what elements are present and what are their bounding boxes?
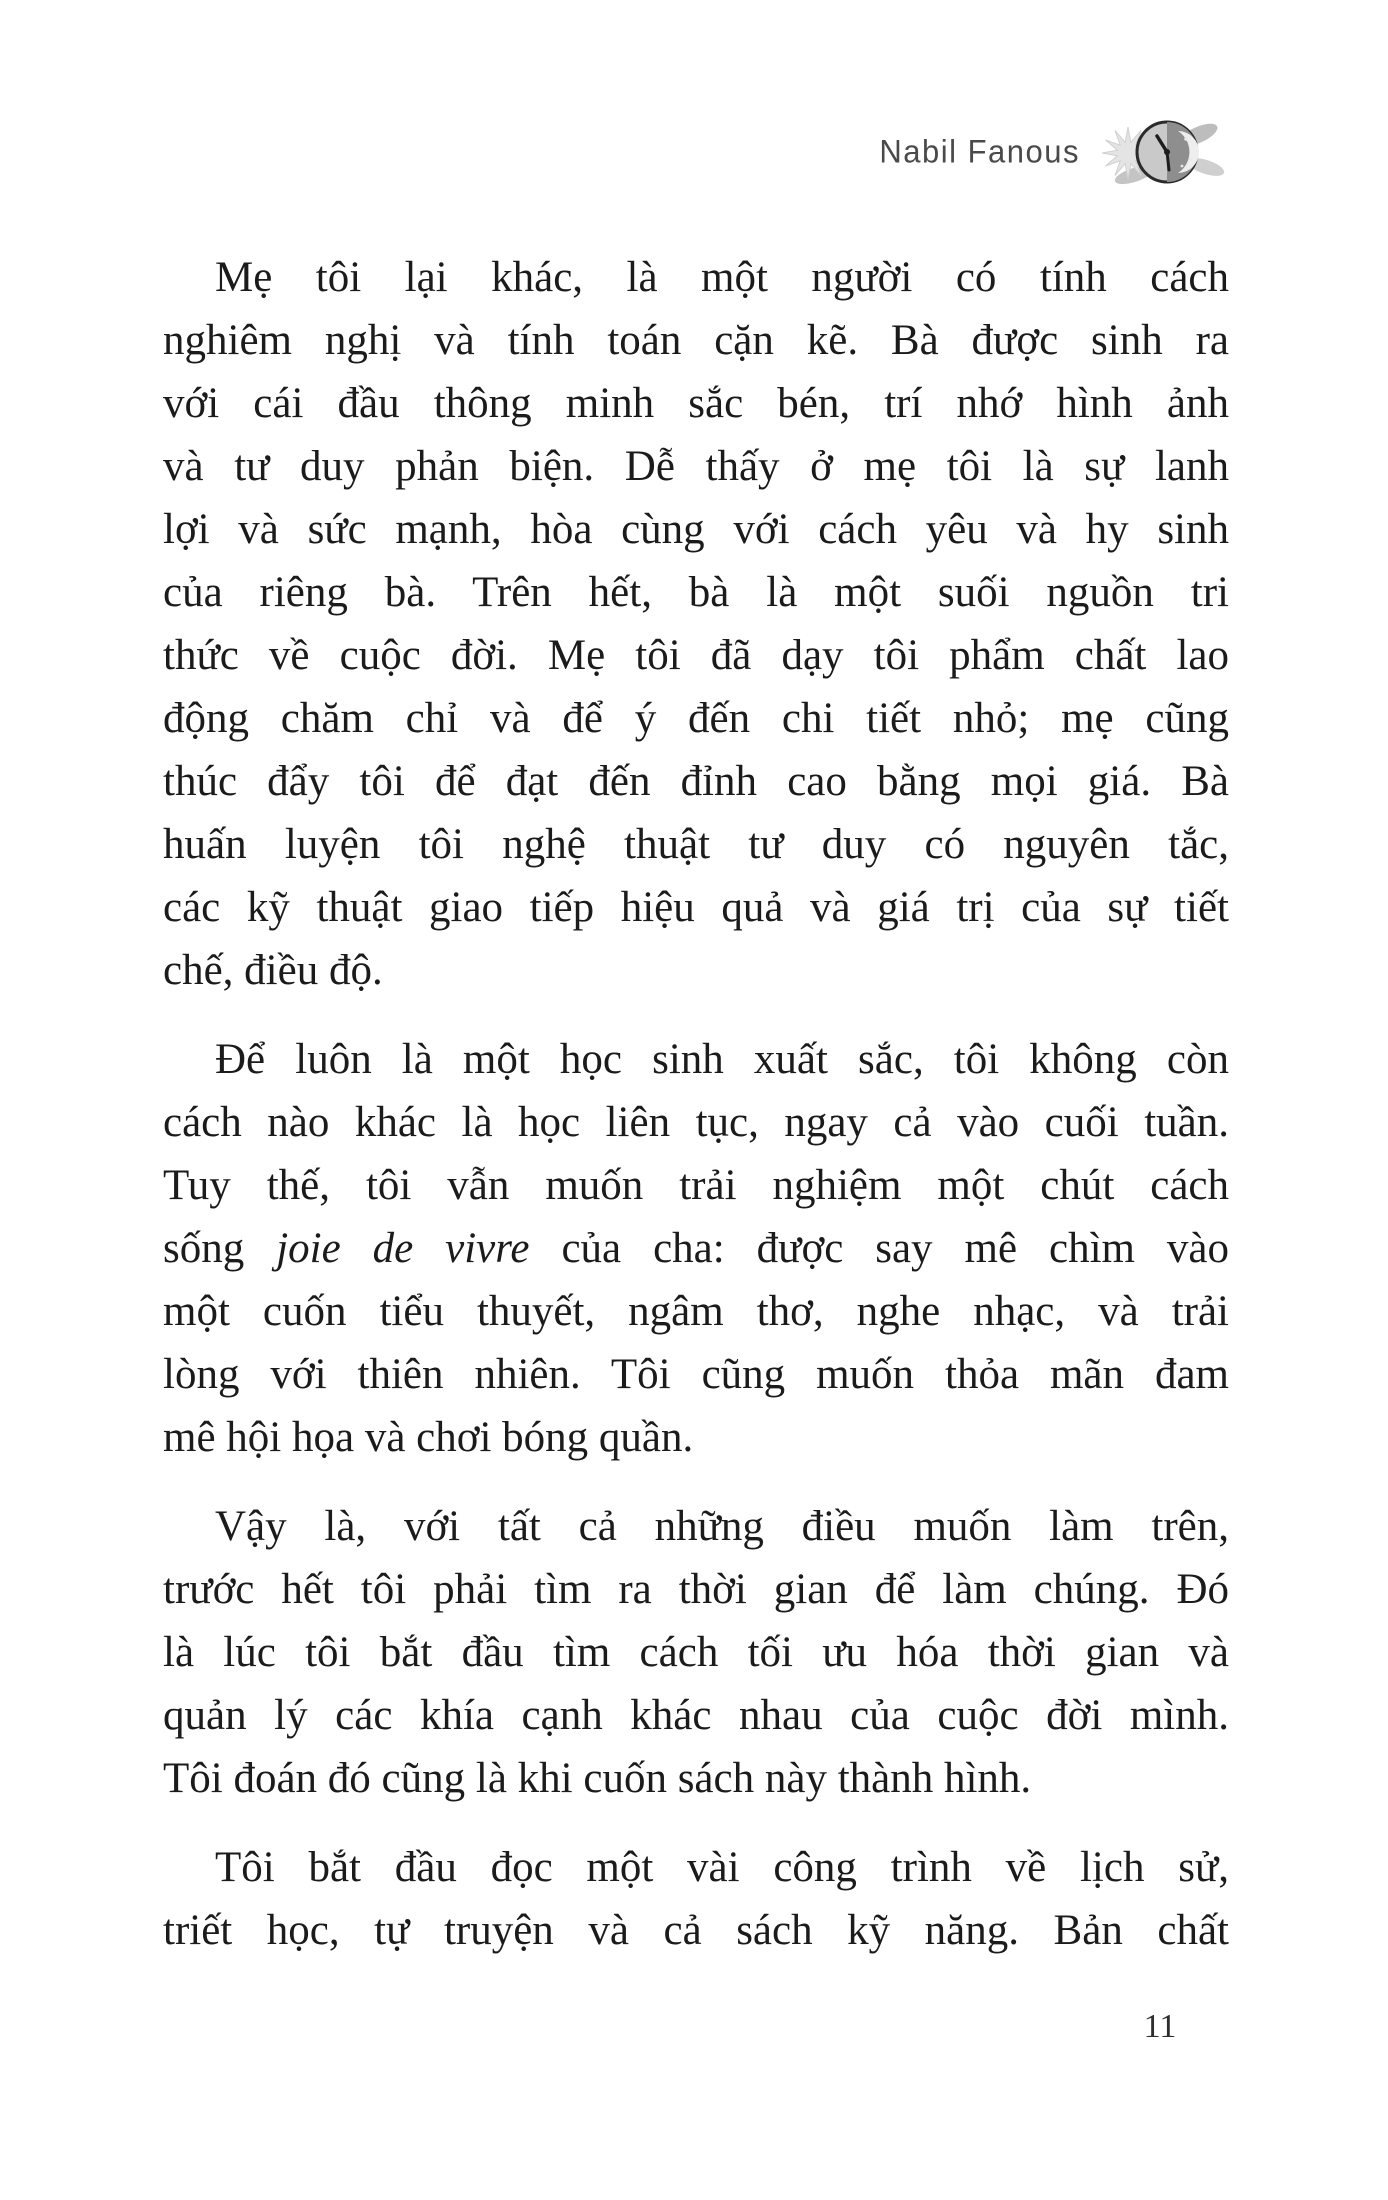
paragraph — [163, 1495, 1229, 1810]
text-line: thức về cuộc đời. Mẹ tôi đã dạy tôi phẩm chất lao — [163, 632, 1229, 679]
text-line: Mẹ tôi lại khác, là một người có tính cách — [215, 254, 1229, 301]
author-name: Nabil Fanous — [879, 133, 1080, 170]
text-line: của riêng bà. Trên hết, bà là một suối nguồn tri — [163, 569, 1229, 616]
text-line: Tôi bắt đầu đọc một vài công trình về lịch sử, — [215, 1844, 1229, 1891]
text-line: huấn luyện tôi nghệ thuật tư duy có nguyên tắc, — [163, 821, 1229, 868]
text-line: quản lý các khía cạnh khác nhau của cuộc đời mình. — [163, 1692, 1229, 1739]
page-number: 11 — [1143, 2008, 1177, 2045]
text-line: lợi và sức mạnh, hòa cùng với cách yêu và hy sinh — [163, 506, 1229, 553]
text-line: một cuốn tiểu thuyết, ngâm thơ, nghe nhạc, và trải — [163, 1288, 1229, 1335]
text-line: Để luôn là một học sinh xuất sắc, tôi không còn — [215, 1036, 1229, 1083]
paragraph — [163, 246, 1229, 1002]
paragraph — [163, 1028, 1229, 1469]
text-line: cách nào khác là học liên tục, ngay cả vào cuối tuần. — [163, 1099, 1229, 1146]
text-line: triết học, tự truyện và cả sách kỹ năng. Bản chất — [163, 1907, 1229, 1954]
text-line: Tôi đoán đó cũng là khi cuốn sách này thành hình. — [163, 1755, 1032, 1802]
text-line: mê hội họa và chơi bóng quần. — [163, 1414, 694, 1461]
text-line: với cái đầu thông minh sắc bén, trí nhớ hình ảnh — [163, 380, 1229, 427]
paragraph — [163, 1836, 1229, 1962]
text-line: các kỹ thuật giao tiếp hiệu quả và giá trị của sự tiết — [163, 884, 1229, 931]
text-segment: của cha: được say mê chìm vào — [529, 1225, 1229, 1272]
text-line: thúc đẩy tôi để đạt đến đỉnh cao bằng mọi giá. Bà — [163, 758, 1229, 805]
text-line: chế, điều độ. — [163, 947, 383, 994]
text-line: trước hết tôi phải tìm ra thời gian để làm chúng. Đó — [163, 1566, 1229, 1613]
italic-phrase: joie de vivre — [276, 1225, 530, 1272]
day-night-clock-icon — [1094, 109, 1240, 195]
text-line: Tuy thế, tôi vẫn muốn trải nghiệm một chút cách — [163, 1162, 1229, 1209]
text-line: động chăm chỉ và để ý đến chi tiết nhỏ; mẹ cũng — [163, 695, 1229, 742]
page-header — [0, 112, 1240, 192]
text-line: lòng với thiên nhiên. Tôi cũng muốn thỏa mãn đam — [163, 1351, 1229, 1398]
text-line: và tư duy phản biện. Dễ thấy ở mẹ tôi là sự lanh — [163, 443, 1229, 490]
text-segment: sống — [163, 1225, 277, 1272]
text-line — [163, 1217, 1229, 1280]
body-text — [163, 246, 1229, 1988]
text-line: nghiêm nghị và tính toán cặn kẽ. Bà được sinh ra — [163, 317, 1229, 364]
text-line: là lúc tôi bắt đầu tìm cách tối ưu hóa thời gian và — [163, 1629, 1229, 1676]
text-line: Vậy là, với tất cả những điều muốn làm trên, — [215, 1503, 1229, 1550]
